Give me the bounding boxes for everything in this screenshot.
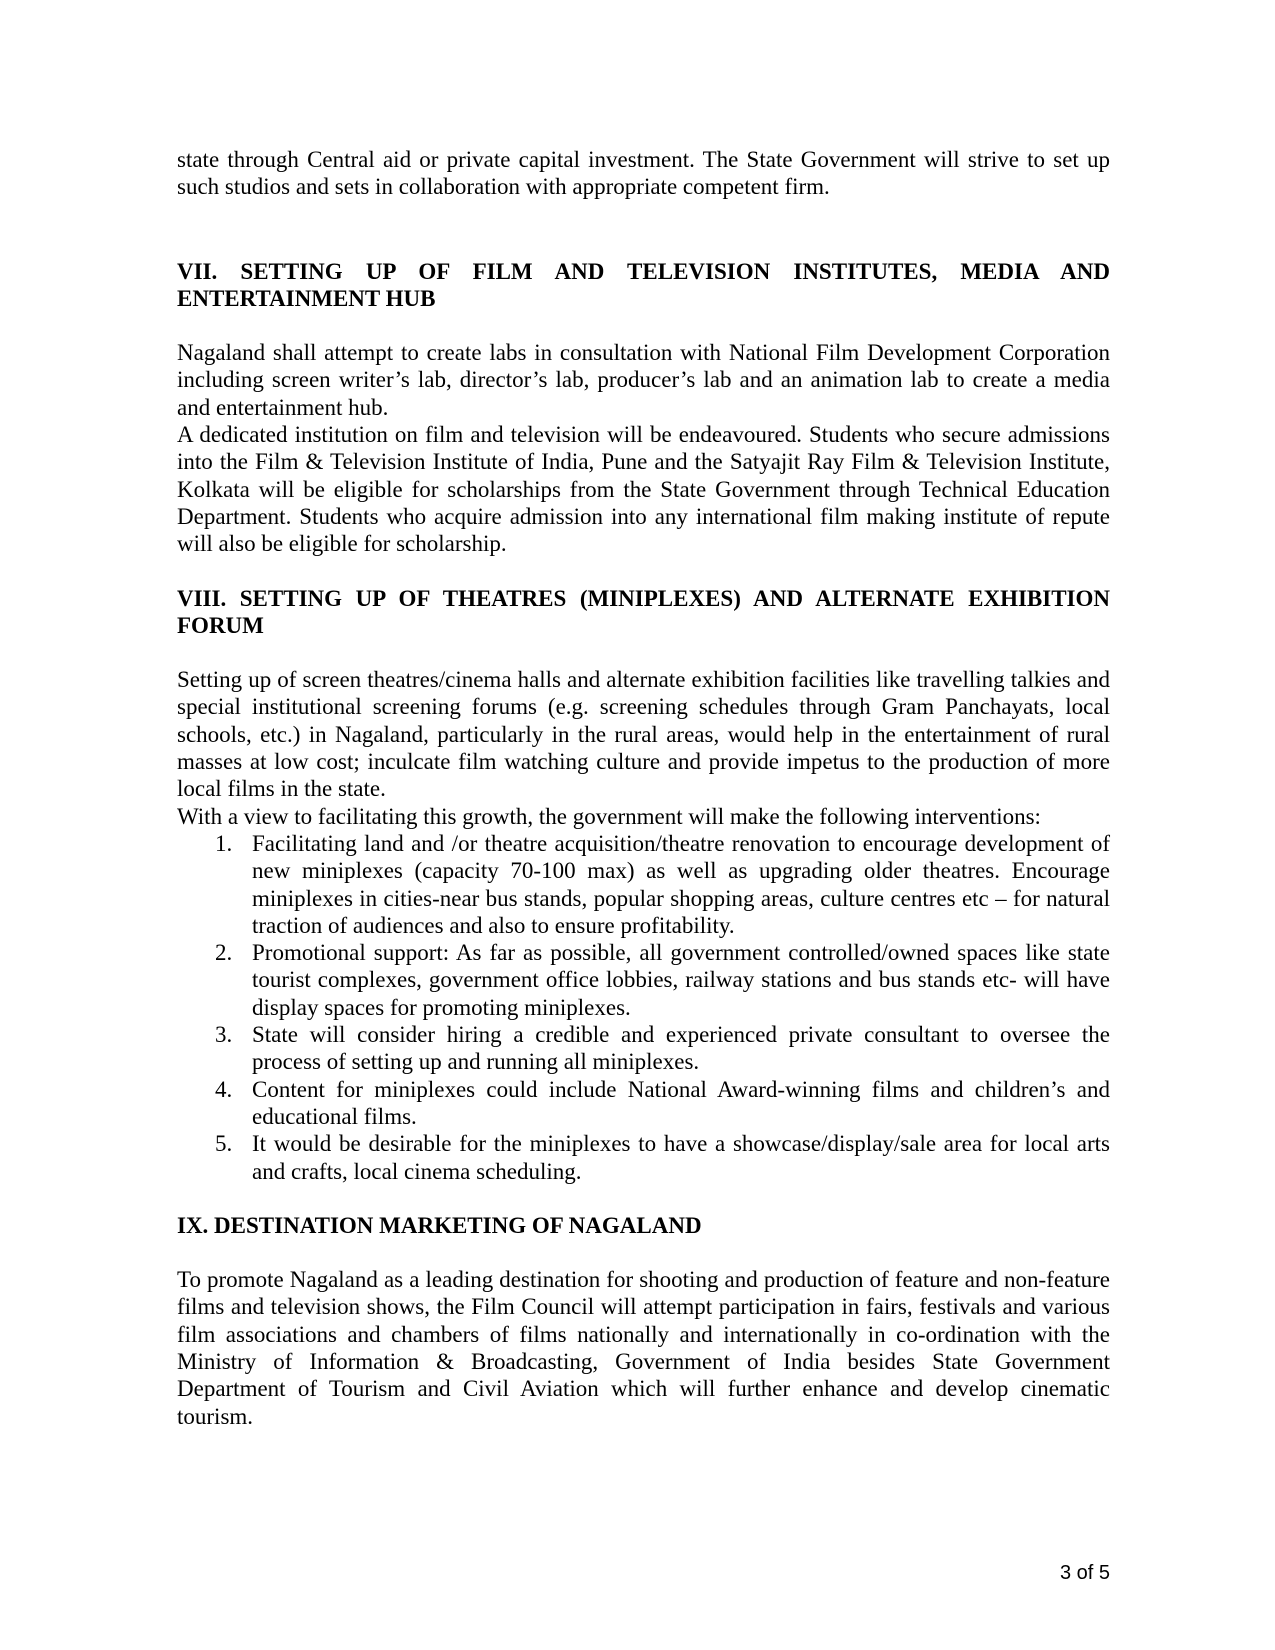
- section-7-paragraph-1: Nagaland shall attempt to create labs in consultation with National Film Development Corporation including screen writer’s lab, director’s lab, producer’s lab and an animation lab to create a media and entertainment hub.: [177, 340, 1110, 420]
- list-item: [177, 1130, 1110, 1185]
- list-item: [177, 1021, 1110, 1076]
- section-8-heading: VIII. SETTING UP OF THEATRES (MINIPLEXES) AND ALTERNATE EXHIBITION FORUM: [177, 585, 1110, 638]
- list-item-number: 5.: [215, 1131, 233, 1157]
- section-7-paragraph-2: A dedicated institution on film and television will be endeavoured. Students who secure admissions into the Film & Television Institute of India, Pune and the Satyajit Ray Film & Television Institute, Kolkata will be eligible for scholarships from the State Government through Technical Education Department. Students who acquire admission into any international film making institute of repute will also be eligible for scholarship.: [177, 422, 1110, 557]
- page-number: 3 of 5: [1059, 1562, 1110, 1584]
- list-item-number: 3.: [215, 1022, 233, 1048]
- list-item: [177, 939, 1110, 1021]
- interventions-list: [177, 830, 1110, 1185]
- list-item-text: It would be desirable for the miniplexes to have a showcase/display/sale area for local arts and crafts, local cinema scheduling.: [252, 1131, 1110, 1184]
- list-item-text: State will consider hiring a credible and experienced private consultant to oversee the process of setting up and running all miniplexes.: [252, 1022, 1110, 1075]
- list-item-number: 2.: [215, 940, 233, 966]
- section-9-paragraph: To promote Nagaland as a leading destination for shooting and production of feature and non-feature films and television shows, the Film Council will attempt participation in fairs, festivals and various film associations and chambers of films nationally and internationally in co-ordination with the Ministry of Information & Broadcasting, Government of India besides State Government Department of Tourism and Civil Aviation which will further enhance and develop cinematic tourism.: [177, 1267, 1110, 1429]
- list-item-number: 4.: [215, 1076, 233, 1102]
- section-7-heading: VII. SETTING UP OF FILM AND TELEVISION INSTITUTES, MEDIA AND ENTERTAINMENT HUB: [177, 258, 1110, 311]
- section-9-heading: IX. DESTINATION MARKETING OF NAGALAND: [177, 1212, 702, 1238]
- list-item: [177, 1076, 1110, 1131]
- list-item-text: Facilitating land and /or theatre acquisition/theatre renovation to encourage development of new miniplexes (capacity 70-100 max) as well as upgrading older theatres. Encourage miniplexes in cities-near bus stands, popular shopping areas, culture centres etc – for natural traction of audiences and also to ensure profitability.: [252, 830, 1110, 938]
- list-item-text: Promotional support: As far as possible, all government controlled/owned spaces like state tourist complexes, government office lobbies, railway stations and bus stands etc- will have display spaces for promoting miniplexes.: [252, 940, 1110, 1020]
- list-item-number: 1.: [215, 830, 233, 856]
- document-page: [177, 146, 1110, 1430]
- intro-paragraph: state through Central aid or private capital investment. The State Government will strive to set up such studios and sets in collaboration with appropriate competent firm.: [177, 147, 1110, 200]
- list-item-text: Content for miniplexes could include National Award-winning films and children’s and educational films.: [252, 1076, 1110, 1129]
- list-item: [177, 830, 1110, 939]
- section-8-paragraph-2: With a view to facilitating this growth, the government will make the following interventions:: [177, 803, 1041, 829]
- section-8-paragraph-1: Setting up of screen theatres/cinema halls and alternate exhibition facilities like travelling talkies and special institutional screening forums (e.g. screening schedules through Gram Panchayats, local schools, etc.) in Nagaland, particularly in the rural areas, would help in the entertainment of rural masses at low cost; inculcate film watching culture and provide impetus to the production of more local films in the state.: [177, 667, 1110, 802]
